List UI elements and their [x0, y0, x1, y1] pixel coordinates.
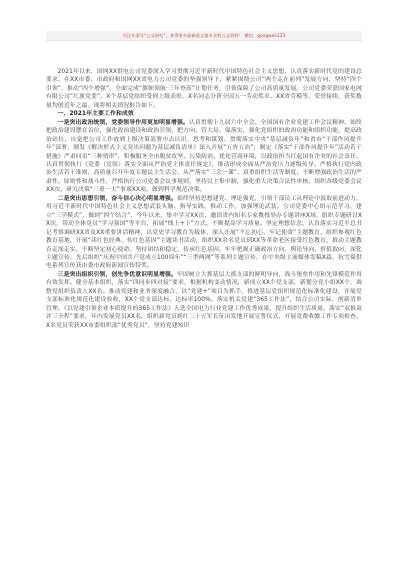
- intro-paragraph: 2021年以来，国网XX供电公司党委深入学习贯彻习近平新时代中国特色社会主义思想，认真落实新时代党的建设总要求，在XX市委、市政府和国网XX省电力公司党委的坚强领导下，紧紧围绕公司“两个走在前列”发展方向，坚持“四个引领”，推动“四个增强”，全面完成“旗帜领航·三年登高”计划任务，引领保障了公司高质量发展。公司党委荣获国家电网有限公司“红旗党委”，X个基层党组织受到上级表彰，X名同志分获全国五一劳动奖章、XX省劳模等。荣誉接续，获奖数量均创近年之最。现将相关情况报告如下。: [46, 69, 362, 109]
- point-three-paragraph: [46, 271, 362, 330]
- point-two-lead: 二是突出思想引领，奋斗信心决心明显增强。: [57, 195, 177, 202]
- point-one-text: 认真贯彻十九届六中全会、全国国有企业党建工作会议精神，始终把政治建设摆在首位，强化政治建设和政治引领，把方向、管大局、保落实，强化党组织的政治功能和组织功能，提高政治站位。自觉把公司工作放到上级决策部署中去认识、思考和谋划。贯彻落实中央“基层减负年”和省市“干部作风提升年”部署，制发《解决形式主义突出问题为基层减负清单》深入开展“五查五治”，制定《落实“干部作风提升年”活动若干措施》严肃问责“三种情形”，积极服务全市脱贫攻坚、污染防治、优化营商环境，以政治担当扛起国有企业的社会责任，认真贯彻执行《党委（党组）落实全面从严治党主体责任规定》，推动形成全面从严治党压力逐级传导。严格执行党内政治生活若干准则，高质量召开年度专题民主生活会，从严落实“三会一课”、双重组织生活等制度，不断增强政治生活的严肃性、原则性和战斗性，严格执行公司党委会议事规则，坚持民主集中制，强化重大决策合法性审核，组织各级党委会议XX次，研究决策“三重一大”事项XX项，做到科学规范决策。: [46, 119, 362, 194]
- section-heading: 一、2021年主要工作和成效: [57, 111, 134, 118]
- point-two-paragraph: [46, 195, 362, 271]
- point-one-paragraph: [46, 119, 362, 195]
- document-body: [46, 68, 362, 330]
- point-three-text: 牢固树立大抓基层大抓支部的鲜明导向，战斗堡垒作用和先锋模范作用有效发挥。健全基本组织，落实“四同步四对接”要求，根据机构变动情况，新成立XX个党支部，新划分党小组XX个，调整党组织负责人XX名。推动党建和业务深度融合，以“党建+”项目为抓手，推进基层党组织规范化标准化建设，开展党支部标准化规范化建设验收，XX个党支部达标，达标率100%。落实机关党建“365工作法”，结合公司实际，创新清单管理，《以党建引领企业本质提升的365工作法》入选全国电力行业党建工作优秀成果，提升组织生活质量。落实“双推双评三全程”要求，年内发展党员XX名。组织新党员到红二十五军长征出发地开展宣誓仪式，开展党费收缴工作专项检查。X名党员荣获XX市委组织部“优秀党员”，坚持党建知识: [46, 271, 362, 329]
- top-banner[interactable]: 关注头条号“公文研究”，获得更多最新最全最专业的公文资料！ 微信：gongwen123: [46, 31, 362, 41]
- point-two-text: 始终坚持思想建党、理论强党，引领干部员工从理论中汲取前进动力，用习近平新时代中国特色社会主义思想武装头脑、指导实践、推动工作，加强理论武装。公司党委中心组示范学习，建立“三学模式”，做到“四个结合”，今年以来，集中学习XX次，邀请省内知名专家教授举办专题讲座X场，组织专题研讨XX次，带动全体党员“学习强国”等平台，拓展“线上+下”方式，不断提高学习质量。坚定理想信念，认真落实习近平总书记考察调研XX省及XX重要讲话精神，以党史学习教育为载体，深入开展“不忘初心、牢记使命”主题教育，组织参观红色教育基地，开展“读红色经典、传红色基因”主题读书活动，组织XX余名党员到XX等革命老区接受红色教育，推动主题教育走深走实，不断坚定初心使命。坚持团结和稳定，传承红色基因。牢牢把握正确政治方向、舆论导向、价值取向，深化主题宣传，先后组织“庆祝中国共产党成立100周年”“三型两网”等系列主题宣传，在中央级主流媒体发稿X篇，抗雪保供电系列宣传获市委市政府新闻宣传特奖。: [46, 195, 362, 270]
- point-one-lead: 一是突出政治统领，党委领导作用更加明显增强。: [57, 119, 189, 126]
- point-three-lead: 三是突出组织引领，创先争优意识明显增强。: [57, 271, 177, 278]
